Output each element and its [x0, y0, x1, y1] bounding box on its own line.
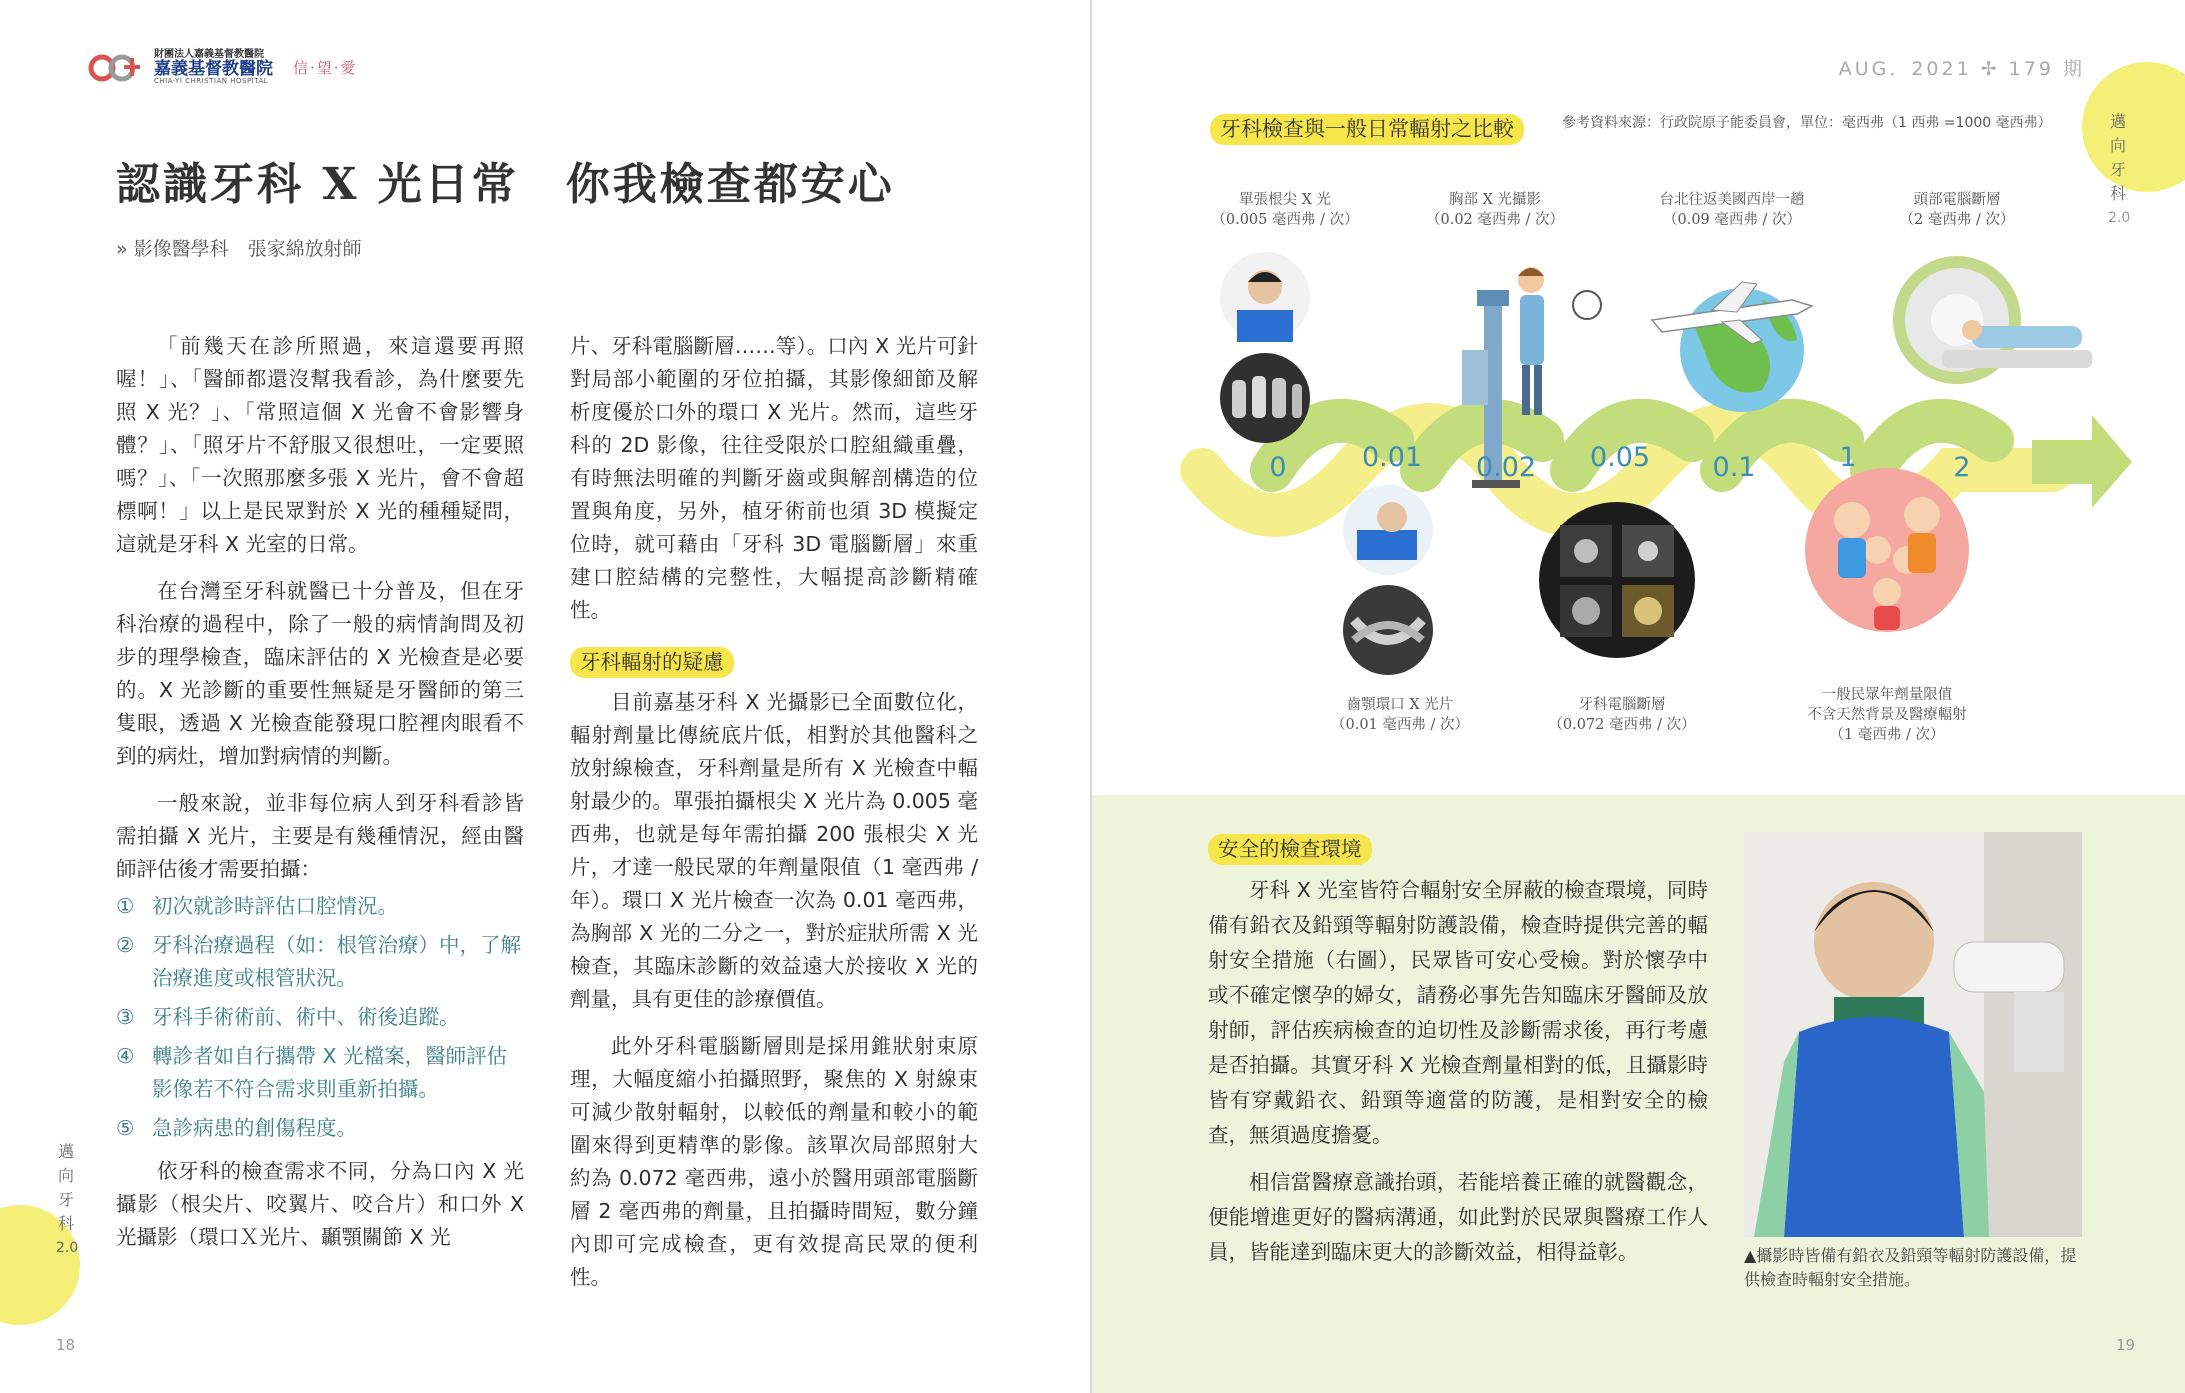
scale-tick-6: 2 [1953, 452, 1971, 483]
page-number: 19 [2116, 1336, 2136, 1354]
paragraph: 此外牙科電腦斷層則是採用錐狀射束原理，大幅度縮小拍攝照野，聚焦的 X 射線束可減少散射輻射，以較低的劑量和較小的範圍來得到更精準的影像。該單次局部照射大約為 0.072 毫西弗，遠小於醫用頭部電腦斷層 2 毫西弗的劑量，且拍攝時間短，數分鐘內即可完成檢查，更有效提高民眾的便利性。 [570, 1034, 978, 1289]
list-item: ① 初次就診時評估口腔情況。 [116, 894, 398, 918]
section-heading-radiation: 牙科輻射的疑慮 [570, 647, 734, 678]
side-tab: 邁 向 牙 科 2.0 [2108, 112, 2131, 226]
list-item: ⑤ 急診病患的創傷程度。 [116, 1116, 357, 1140]
paragraph: 牙科 X 光室皆符合輻射安全屏蔽的檢查環境，同時備有鉛衣及鉛頸等輻射防護設備，檢查時提供完善的輻射安全措施（右圖），民眾皆可安心受檢。對於懷孕中或不確定懷孕的婦女，請務必事先告知臨床牙醫師及放射師，評估疾病檢查的迫切性及診斷需求後，再行考慮是否拍攝。其實牙科 X 光檢查劑量相對的低，且攝影時皆有穿戴鉛衣、鉛頸等適當的防護，是相對安全的檢查，無須過度擔憂。 [1208, 878, 1708, 1147]
photo-dental-ct [1539, 502, 1695, 658]
label-chest: 胸部 X 光攝影 （0.02 毫西弗 / 次） [1426, 192, 1564, 228]
indication-list [116, 890, 524, 1145]
arrow-head [2032, 415, 2132, 508]
list-item: ④ 轉診者如自行攜帶 X 光檔案，醫師評估影像若不符合需求則重新拍攝。 [116, 1044, 508, 1101]
paragraph: 依牙科的檢查需求不同，分為口內 X 光攝影（根尖片、咬翼片、咬合片）和口外 X 光攝影（環口Ｘ光片、顳顎關節 X 光 [116, 1159, 524, 1249]
scale-tick-4: 0.1 [1712, 452, 1756, 483]
logo-line-2: 嘉義基督教醫院 [154, 58, 273, 79]
issue-label: AUG．2021 ✢ 179 期 [1838, 58, 2085, 80]
label-panoramic: 齒顎環口 X 光片 （0.01 毫西弗 / 次） [1331, 697, 1469, 733]
paragraph: 目前嘉基牙科 X 光攝影已全面數位化，輻射劑量比傳統底片低，相對於其他醫科之放射線檢查，牙科劑量是所有 X 光檢查中輻射最少的。單張拍攝根尖 X 光片為 0.005 毫西弗，也就是每年需拍攝 200 張根尖 X 光片，才達一般民眾的年劑量限值（1 毫西弗 / 年）。環口 X 光片檢查一次為 0.01 毫西弗，為胸部 X 光的二分之一，對於症狀所需 X 光檢查，其臨床診斷的效益遠大於接收 X 光的劑量，具有更佳的診療價值。 [570, 690, 978, 1011]
article-title: 認識牙科 X 光日常 你我檢查都安心 [116, 159, 895, 210]
hospital-logo [88, 50, 358, 86]
left-column-2 [570, 330, 978, 1308]
scale-tick-2: 0.02 [1475, 452, 1537, 483]
paragraph: 片、牙科電腦斷層……等）。口內 X 光片可針對局部小範圍的牙位拍攝，其影像細節及解析度優於口外的環口 X 光片。然而，這些牙科的 2D 影像，往往受限於口腔組織重疊，有時無法明確的判斷牙齒或與解剖構造的位置與角度，另外，植牙術前也須 3D 模擬定位時，就可藉由「牙科 3D 電腦斷層」來重建口腔結構的完整性，大幅提高診斷精確性。 [570, 334, 978, 622]
page-number: 18 [56, 1336, 76, 1354]
photo-caption: ▲攝影時皆備有鉛衣及鉛頸等輻射防護設備，提供檢查時輻射安全措施。 [1744, 1246, 2077, 1289]
family-illustration [1805, 468, 1969, 632]
scale-tick-0: 0 [1269, 452, 1287, 483]
label-head-ct: 頭部電腦斷層 （2 毫西弗 / 次） [1899, 192, 2015, 228]
list-item: ② 牙科治療過程（如：根管治療）中，了解治療進度或根管狀況。 [116, 933, 521, 990]
byline: » 影像醫學科 張家綿放射師 [116, 238, 362, 260]
paragraph: 一般來說，並非每位病人到牙科看診皆需拍攝 X 光片，主要是有幾種情況，經由醫師評估後才需要拍攝： [116, 791, 524, 881]
hospital-logo-icon [88, 52, 140, 84]
paragraph: 在台灣至牙科就醫已十分普及，但在牙科治療的過程中，除了一般的病情詢問及初步的理學檢查，臨床評估的 X 光檢查是必要的。X 光診斷的重要性無疑是牙醫師的第三隻眼，透過 X 光檢查能發現口腔裡肉眼看不到的病灶，增加對病情的判斷。 [116, 579, 524, 768]
photo-periapical-film [1220, 353, 1310, 443]
right-page [1092, 0, 2185, 1393]
ct-scanner-illustration [1899, 262, 2092, 378]
left-column-1 [116, 330, 524, 1254]
left-page [0, 0, 1090, 1393]
scale-tick-1: 0.01 [1361, 442, 1423, 473]
safety-column [1208, 828, 1708, 1282]
logo-line-3: CHIA-YI CHRISTIAN HOSPITAL [154, 77, 269, 86]
scale-tick-5: 1 [1839, 442, 1857, 473]
photo-safety-apron [1744, 832, 2082, 1237]
logo-line-1: 財團法人嘉義基督教醫院 [154, 49, 264, 60]
label-dental-ct: 牙科電腦斷層 （0.072 毫西弗 / 次） [1548, 697, 1696, 733]
paragraph: 「前幾天在診所照過，來這還要再照喔！」、「醫師都還沒幫我看診，為什麼要先照 X 光？」、「常照這個 X 光會不會影響身體？」、「照牙片不舒服又很想吐，一定要照嗎？」、「一次照那麼多張 X 光片，會不會超標啊！」以上是民眾對於 X 光的種種疑問，這就是牙科 X 光室的日常。 [116, 334, 524, 556]
side-tab: 邁 向 牙 科 2.0 [56, 1142, 79, 1256]
airplane-globe-illustration [1652, 282, 1812, 412]
list-item: ③ 牙科手術術前、術中、術後追蹤。 [116, 1005, 460, 1029]
label-annual-limit: 一般民眾年劑量限值 不含天然背景及醫療輻射 （1 毫西弗 / 次） [1807, 687, 1967, 743]
section-heading-safety: 安全的檢查環境 [1208, 834, 1372, 865]
label-periapical: 單張根尖 X 光 （0.005 毫西弗 / 次） [1211, 192, 1359, 228]
paragraph: 相信當醫療意識抬頭，若能培養正確的就醫觀念，便能增進更好的醫病溝通，如此對於民眾與醫療工作人員，皆能達到臨床更大的診斷效益，相得益彰。 [1208, 1170, 1708, 1264]
chart-source: 參考資料來源：行政院原子能委員會，單位：毫西弗（1 西弗 =1000 毫西弗） [1562, 115, 2052, 131]
chart-title: 牙科檢查與一般日常輻射之比較 [1210, 108, 1524, 153]
label-flight: 台北往返美國西岸一趟 （0.09 毫西弗 / 次） [1659, 192, 1805, 228]
photo-child-xray [1220, 252, 1310, 342]
scale-tick-3: 0.05 [1589, 442, 1651, 473]
photo-panoramic-xray [1343, 485, 1433, 675]
slogan: 信‧望‧愛 [293, 59, 358, 78]
decorative-circle [2082, 62, 2185, 192]
